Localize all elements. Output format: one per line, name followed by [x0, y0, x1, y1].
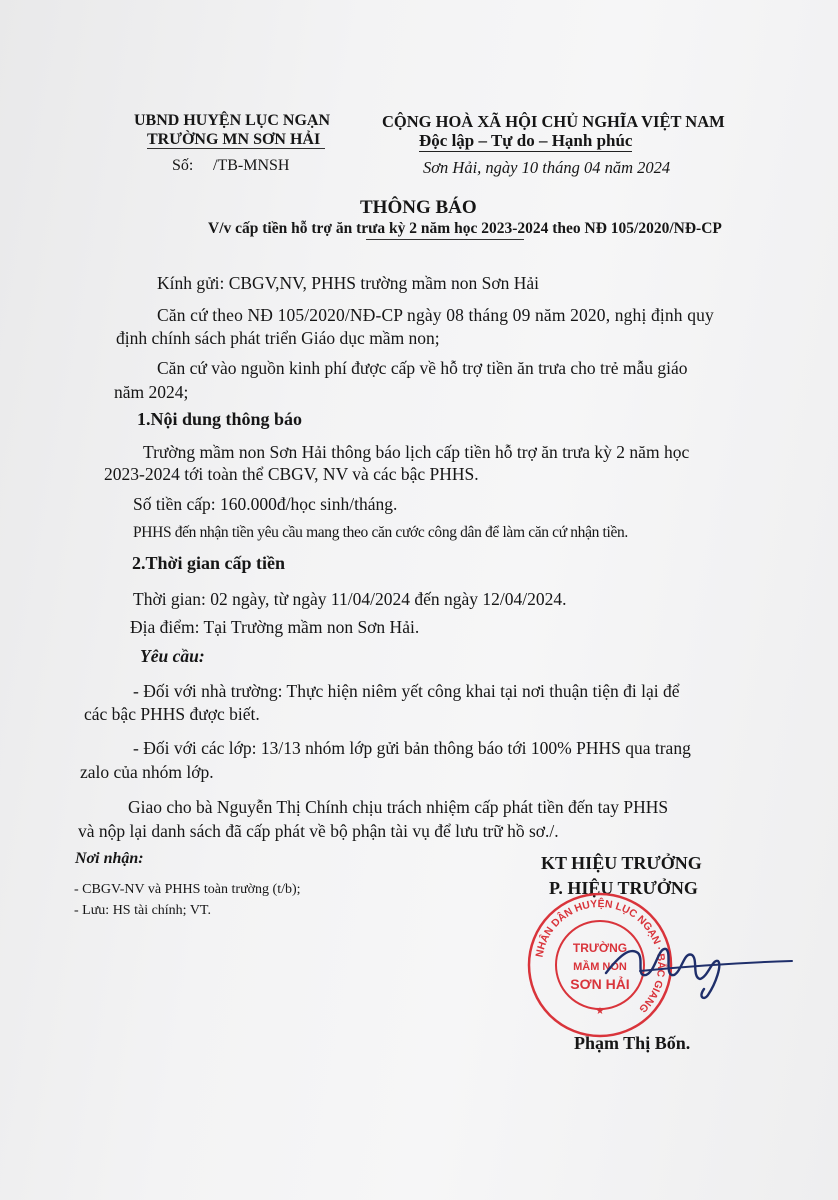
header-motto-text: Độc lập – Tự do – Hạnh phúc [419, 131, 633, 150]
signature-stroke-main [606, 949, 719, 998]
stamp-outer-text: NHÂN DÂN HUYỆN LỤC NGẠN · BẮC GIANG [533, 897, 668, 1015]
basis-1-line-1: Căn cứ theo NĐ 105/2020/NĐ-CP ngày 08 tháng 09 năm 2020, nghị định quy [157, 305, 714, 325]
section-2-time: Thời gian: 02 ngày, từ ngày 11/04/2024 đến ngày 12/04/2024. [133, 589, 567, 609]
header-motto [419, 131, 632, 151]
document-number-code: /TB-MNSH [213, 157, 290, 174]
stamp-star: ★ [595, 1006, 605, 1017]
greeting: Kính gửi: CBGV,NV, PHHS trường mầm non Sơn Hải [157, 273, 540, 293]
basis-1-line-2: định chính sách phát triển Giáo dục mầm non; [116, 328, 440, 348]
section-1-paragraph-line-2: 2023-2024 tới toàn thể CBGV, NV và các bậc PHHS. [104, 464, 479, 484]
requirement-2-line-1: - Đối với các lớp: 13/13 nhóm lớp gửi bản thông báo tới 100% PHHS qua trang [133, 738, 691, 758]
header-school-underline [147, 148, 325, 149]
section-1-note: PHHS đến nhận tiền yêu cầu mang theo căn cước công dân để làm căn cứ nhận tiền. [133, 524, 628, 541]
basis-2-line-1: Căn cứ vào nguồn kinh phí được cấp về hỗ trợ tiền ăn trưa cho trẻ mẫu giáo [157, 358, 688, 378]
basis-2-line-2: năm 2024; [114, 382, 189, 402]
header-country: CỘNG HOÀ XÃ HỘI CHỦ NGHĨA VIỆT NAM [382, 112, 725, 131]
document-subtitle: V/v cấp tiền hỗ trợ ăn trưa kỳ 2 năm học 2023-2024 theo NĐ 105/2020/NĐ-CP [208, 220, 722, 237]
section-2-place: Địa điểm: Tại Trường mầm non Sơn Hải. [130, 617, 420, 637]
stamp-center-line-2: MẦM NON [573, 961, 627, 973]
requirement-1-line-2: các bậc PHHS được biết. [84, 704, 260, 724]
recipient-item: - Lưu: HS tài chính; VT. [74, 903, 211, 918]
subtitle-underline [366, 239, 524, 240]
stamp-center-line-1: TRƯỜNG [572, 941, 628, 955]
section-1-paragraph-line-1: Trường mầm non Sơn Hải thông báo lịch cấp tiền hỗ trợ ăn trưa kỳ 2 năm học [143, 442, 690, 462]
signature-title-1: KT HIỆU TRƯỞNG [541, 853, 702, 873]
recipients-label: Nơi nhận: [75, 850, 144, 867]
recipient-item: - CBGV-NV và PHHS toàn trường (t/b); [74, 882, 301, 897]
requirement-2-line-2: zalo của nhóm lớp. [80, 762, 214, 782]
assignment-line-2: và nộp lại danh sách đã cấp phát về bộ phận tài vụ để lưu trữ hồ sơ./. [78, 821, 559, 841]
signature-title-2: P. HIỆU TRƯỞNG [549, 878, 698, 898]
document-title: THÔNG BÁO [360, 197, 477, 218]
section-1-amount: Số tiền cấp: 160.000đ/học sinh/tháng. [133, 494, 398, 514]
requirements-label: Yêu cầu: [140, 646, 205, 666]
header-school: TRƯỜNG MN SƠN HẢI [147, 131, 321, 148]
handwritten-signature [600, 925, 795, 1005]
stamp-center-line-3: SƠN HẢI [570, 976, 630, 992]
signer-name: Phạm Thị Bốn. [574, 1033, 691, 1053]
section-2-title: 2.Thời gian cấp tiền [132, 553, 285, 573]
assignment-line-1: Giao cho bà Nguyễn Thị Chính chịu trách nhiệm cấp phát tiền đến tay PHHS [128, 797, 669, 817]
document-number-prefix: Số: [172, 157, 194, 174]
document-date: Sơn Hải, ngày 10 tháng 04 năm 2024 [423, 158, 671, 177]
section-1-title: 1.Nội dung thông báo [137, 409, 303, 429]
header-authority: UBND HUYỆN LỤC NGẠN [134, 112, 331, 129]
requirement-1-line-1: - Đối với nhà trường: Thực hiện niêm yết công khai tại nơi thuận tiện đi lại để [133, 681, 680, 701]
